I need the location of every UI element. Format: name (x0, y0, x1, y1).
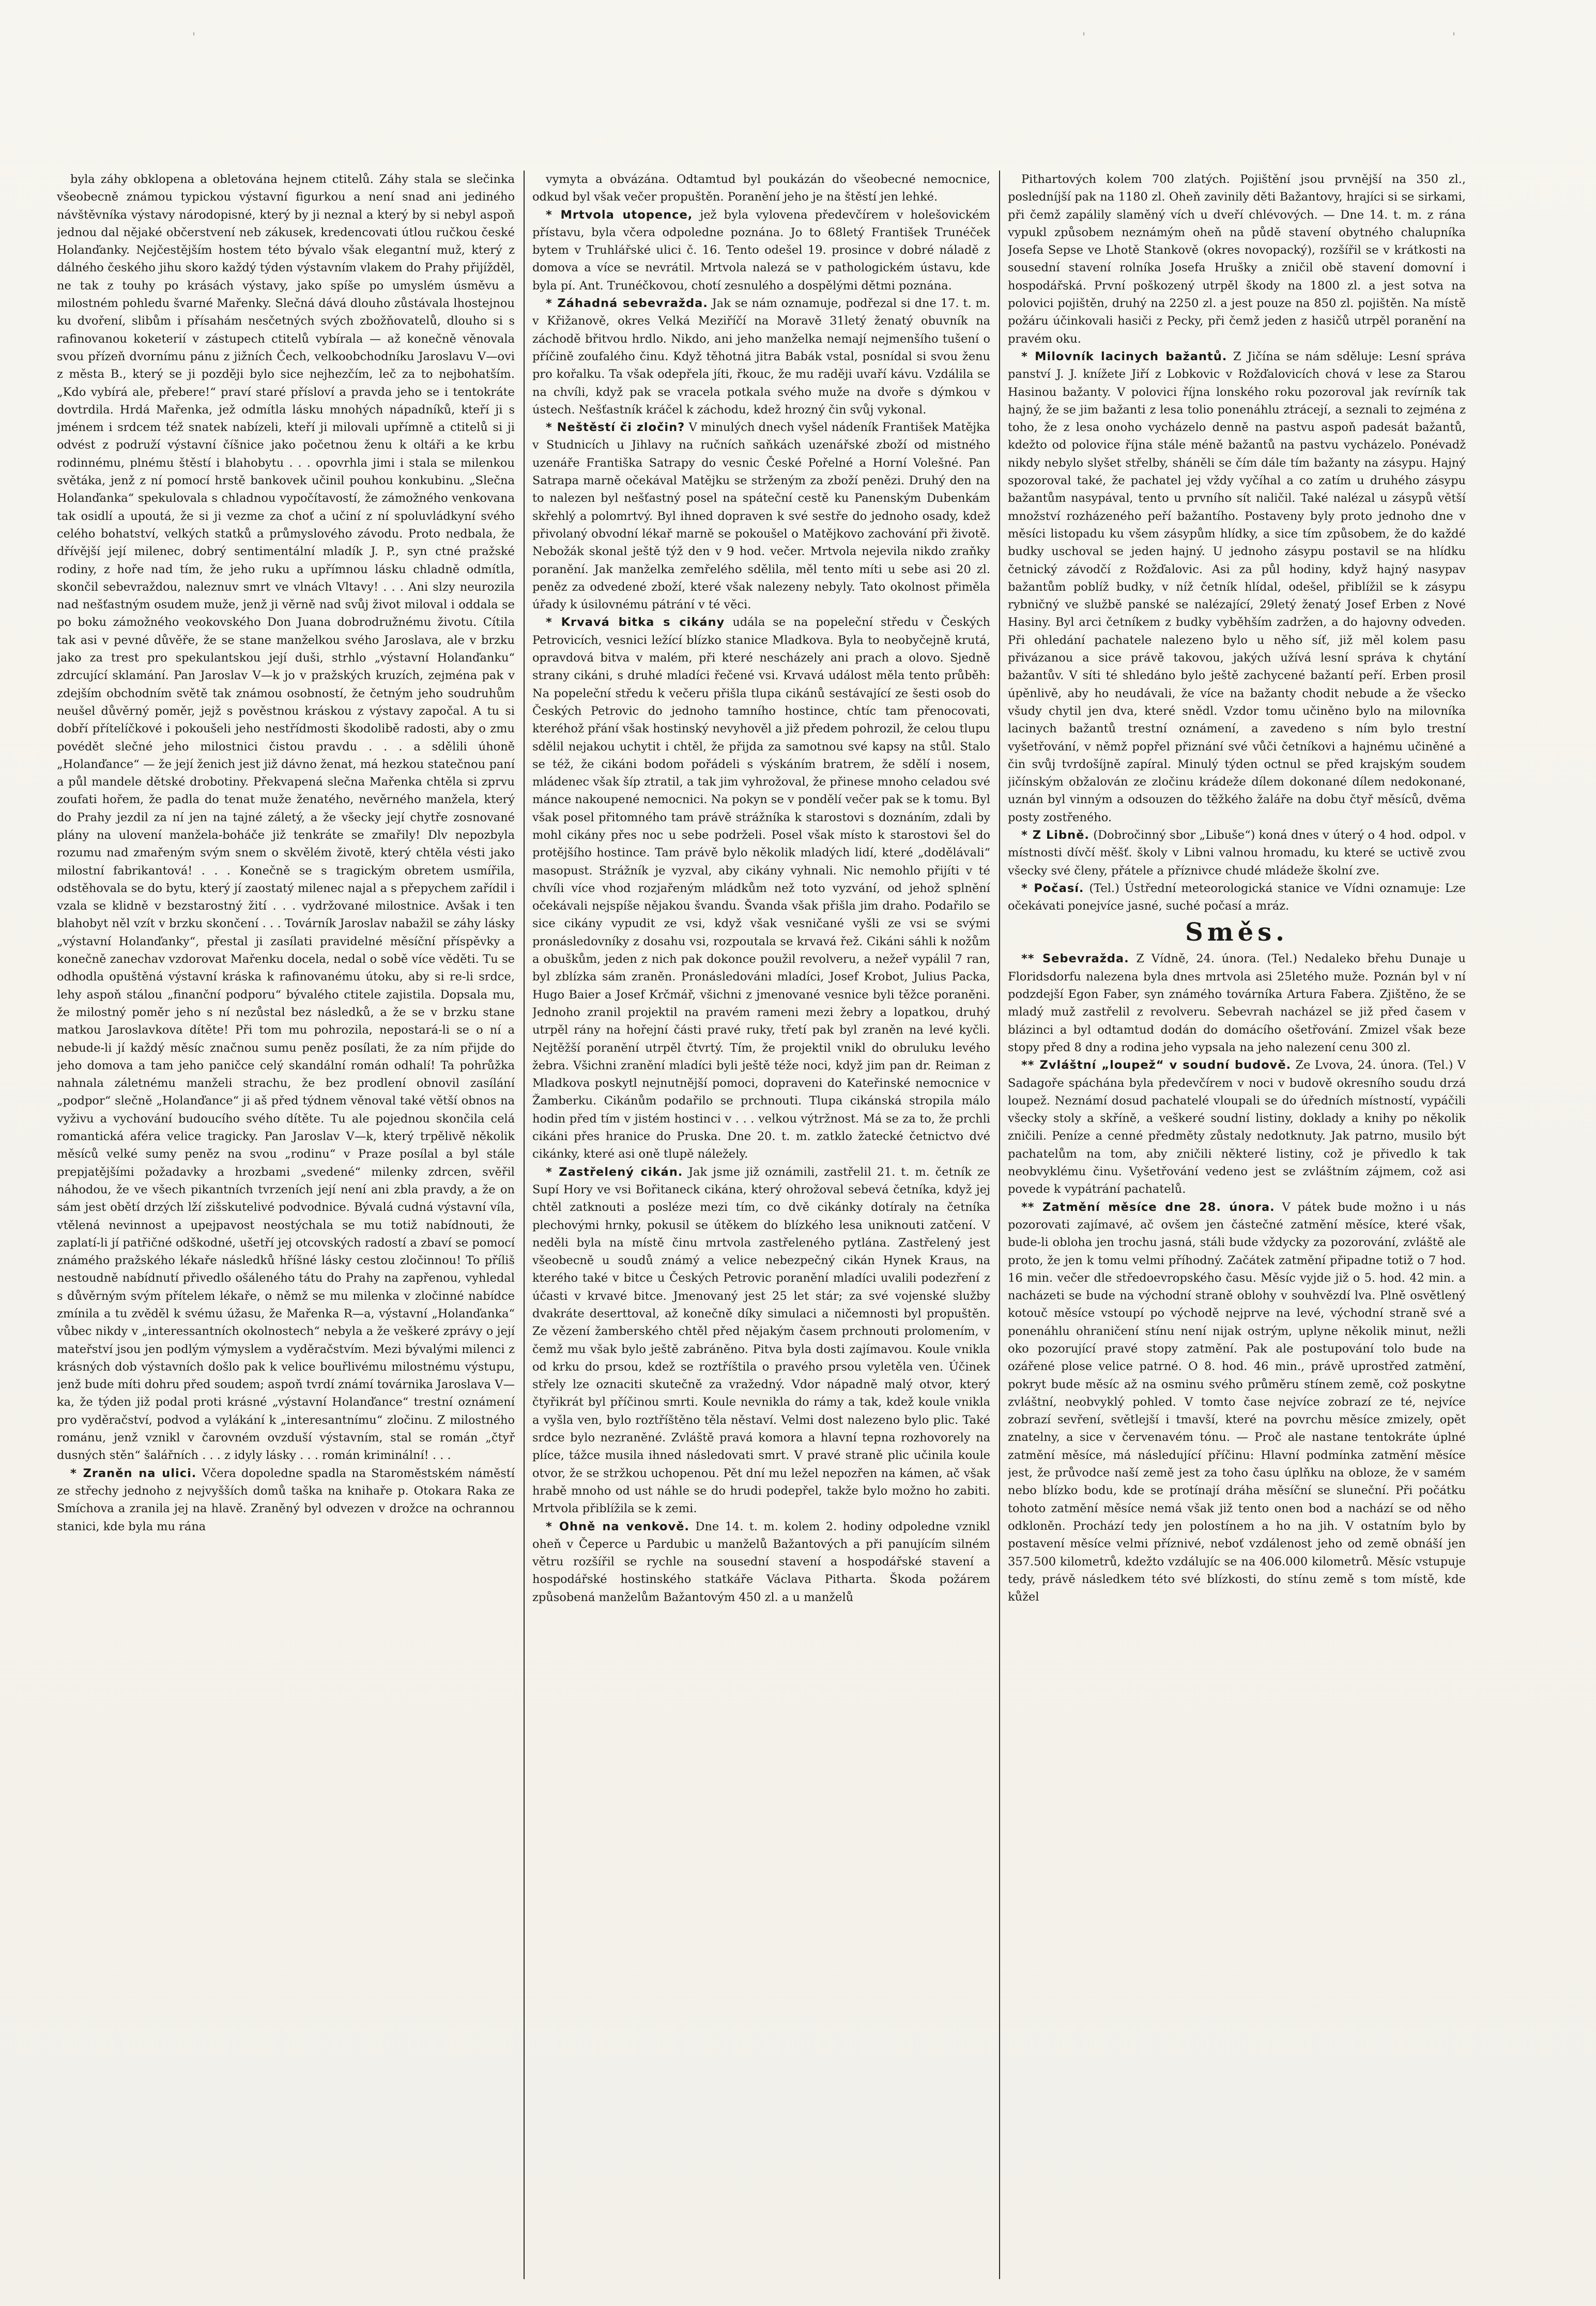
column-right (1008, 171, 1466, 2284)
news-body-text: Jak jsme již oznámili, zastřelil 21. t. m. četník ze Supí Hory ve vsi Bořitaneck cikána, který ohrožoval sebevá četníka, když jej chtěl zatknouti a posléze mezi tím, co dvě cikánky dotíraly na četníka plechovými hrnky, pokusil se útěkem do blízkého lesa uniknouti zatčení. V neděli byla na místě činu mrtvola zastřeleného pytlána. Zastřelený jest všeobecně u soudů známý a velice nebezpečný cikán Hynek Kraus, na kterého také v bitce u Českých Petrovic poranění mladíci uvalili podezření z účasti v krvavé bitce. Jmenovaný jest 25 let stár; za své vojenské služby dvakráte deserttoval, až konečně díky simulaci a ničemnosti byl propuštěn. Ze vězení žamberského chtěl před nějakým časem prchnouti prolomením, v čemž mu však bylo ještě zabráněno. Pitva byla dosti zajímavou. Koule vnikla od krku do prsou, kdež se roztříštila o pravého prsou vyletěla ven. Účinek střely lze oznaciti skutečně za vražedný. Vdor nápadně malý otvor, který čtyřikrát byl příčinou smrti. Koule nevnikla do rámy a tak, kdež koule vnikla a vyšla ven, bylo roztříštěno těla něstaví. Velmi dost nalezeno bylo plic. Také srdce bylo nezraněné. Zvláště pravá komora a hlavní tepna rozhovorely na plíce, tážce musila ihned následovati smrt. V pravé straně plic učinila koule otvor, že se stržkou uchopenou. Pět dní mu ležel nepozřen na kámen, ač však hrabě mnoho od ust náhle se do hrudi podepřel, takže bylo možno ho zabiti. Mrtvola přiblížila se k zemi. (532, 1165, 990, 1516)
news-headline: * Záhadná sebevražda. (546, 297, 708, 311)
news-headline: ** Zatmění měsíce dne 28. února. (1021, 1200, 1275, 1214)
news-body-text: byla záhy obklopena a obletována hejnem ctitelů. Záhy stala se slečinka všeobecně známou typickou výstavní figurkou a není snad ani jediného návštěvníka výstavy národopisné, který by ji neznal a který by si nebyl aspoň jednou dal nějaké občerstvení neb zákusek, kredencovati útlou ručkou české Holanďanky. Nejčestějším hostem této bývalo však elegantní muž, který z dálného českého jihu skoro každý týden výstavním vlakem do Prahy přijížděl, ne tak z touhy po krásách výstavy, jako spíše po umyslém úsměvu a milostném pohledu švarné Mařenky. Slečná dává dlouho zůstávala lhostejnou ku dvoření, slibům i přísahám nesčetných svých zbožňovatelů, dlouho si s rafinovanou koketerií v zástupech ctitelů vybírala — až konečně věnovala svou přízeň dvornímu pánu z jižních Čech, velkoobchodníku Jaroslavu V—ovi z města B., který se ji později bylo sice nejhezčím, leč za to nejbohatším. „Kdo vybírá ale, přebere!“ praví staré přísloví a pravda jeho se i tentokráte dovtrdila. Hrdá Mařenka, jež odmítla lásku mnohých nápadníků, kteří ji s jménem i srdcem též snatek nabízeli, kteří ji milovali upřímně a ctitelů si ji odvést z podruží výstavní číšnice jako početnou ženu k oltáři a ke krbu rodinnému, plnému štěstí i blahobytu . . . opovrhla jimi i stala se milenkou světáka, jenž z ní pomocí hrstě bankovek učinil pouhou konkubinu. „Slečna Holanďanka“ spekulovala s chladnou vypočítavostí, že zámožného venkovana tak osidlí a upoutá, že si ji vezme za choť a učiní z ní spoluvládkyní svého celého bohatství, velkých statků a průmyslového závodu. Proto nedbala, že dřívější její milenec, dobrý sentimentální mladík J. P., syn ctné pražské rodiny, z hoře nad tím, že jeho ruku a upřímnou lásku chladně odmítla, skončil sebevraždou, naleznuv smrt ve vlnách Vltavy! . . . Ani slzy neurozila nad nešťastným osudem muže, jenž ji věrně nad svůj život miloval i oddala se po boku zámožného veokovského Don Juana dobrodružnému životu. Cítila tak asi v pevné důvěře, že se stane manželkou svého Jaroslava, ale v brzku jako za trest pro spekulantskou její duši, strhlo „výstavní Holanďanku“ zdrcující sklamání. Pan Jaroslav V—k jo v pražských kruzích, zejména pak v zdejším obchodním světě tak známou osobností, že četným jeho soudruhům neušel důvěrný poměr, jejž s pověstnou kráskou z výstavy započal. A tu si dobří přítelíčkové i pokoušeli jeho nestřídmosti škodolibě radosti, aby o zmu povédět slečné jeho milostnici čistou pravdu . . . a sdělili úhoně „Holanďance“ — že její ženich jest již dávno ženat, má hezkou statečnou paní a půl mandele dětské drobotiny. Překvapená slečna Mařenka chtěla si zprvu zoufati hořem, že padla do tenat muže ženatého, nevěrného manžela, který do Prahy jezdil za ní jen na tajné záletý, a že všecky její chytře zosnované plány na ulovení manžela-boháče již tenkráte se zmařily! Dlv nepozbyla rozumu nad zmařeným svým snem o skvělém životě, který chtěla vésti jako milostní fabrikantová! . . . Konečně se s tragickým obretem usmířila, odstěhovala se do bytu, který jí zaostatý milenec najal a s přepychem zařídil i vzala se klidně v bezstarostný žití . . . vydržované milostnice. Avšak i ten blahobyt něl vzít v brzku skončení . . . Továrník Jaroslav nabažil se záhy lásky „výstavní Holanďanky“, přestal ji zasílati pravidelné měsíční příspěvky a konečně zanechav vzdorovat Mařenku docela, nedal o sobě více věděti. Tu se odhodla opuštěná výstavní kráska k rafinovanému útoku, aby si re-li srdce, lehy aspoň stálou „finanční podporu“ bývalého ctitele zajistila. Dopsala mu, že milostný poměr jeho s ní nezůstal bez následků, a že se v brzku stane matkou Jaroslavkova dítěte! Při tom mu pohrozila, nepostará-li se o ní a nebude-li jí každý měsíc značnou sumu peněz posílati, že za ním přijde do jeho domova a tam jeho paničce celý skandální román odhalí! Ta pohrůžka nahnala záletnému manželi strachu, že bez prodlení obnovil zasílání „podpor“ slečně „Holanďance“ ji aš před týdnem věnoval také větší obnos na vyživu a vychování budoucího svého dítěte. Tu ale pojednou skončila celá romantická aféra velice tragicky. Pan Jaroslav V—k, který trpělivě několik měsíců velké sumy peněz na svou „rodinu“ v Praze posílal a byl stále prepjatějšími požadavky a hrozbami „svedené“ milenky zdrcen, svěřil náhodou, že ve všech pikantních tvrzeních její není ani zbla pravdy, a že on sám jest obětí drzých lží zišskutelivé podvodnice. Bývalá cudná výstavní víla, vtělená nevinnost a upejpavost neostýchala se mu totiž nabídnouti, že zaplatí-li jí patřičné odškodné, ušetří jej otcovských radostí a zbaví se pomocí známého pražského lékaře následků hříšné lásky cestou zločinnou! To příliš nestoudně nabídnutí přivedlo ošáleného tátu do Prahy na zapřenou, vyhledal s důvěrným svým přítelem lékaře, o němž se mu milenka v zločinné nabídce zmínila a tu zvěděl k svému úžasu, že Mařenka R—a, výstavní „Holanďanka“ vůbec nikdy v „interessantních okolnostech“ nebyla a že veškeré zprávy o její mateřství jsou jen podlým výmyslem a vyděračstvím. Mezi bývalými milenci z krásných dob výstavních došlo pak k velice bouřlivému milostnému výstupu, jenž bude míti dohru před soudem; aspoň tvrdí známí továrnika Jaroslava V—ka, že týden již podal proti krásné „výstavní Holanďance“ trestní oznámení pro vyděračství, podvod a vylákání k „interesantnímu“ zločinu. Z milostného románu, jenž vznikl v čarovném ovzduší výstavním, stal se román „čtyř dusných stěn“ šalářních . . . z idyly lásky . . . román kriminální! . . . (57, 173, 515, 1463)
news-body-text: jež byla vylovena předevčírem v holešovickém přístavu, byla včera odpoledne poznána. Jo to 68letý František Trunéček bytem v Truhlářské ulici č. 16. Tento odešel 19. prosince v dobré náladě z domova a více se nevrátil. Mrtvola nalezá se v pathologickém ústavu, kde byla pí. Ant. Trunéčkovou, chotí zesnulého a dospělými dětmi poznána. (532, 208, 990, 293)
news-paragraph (1008, 171, 1466, 348)
news-headline: * Krvavá bitka s cikány (546, 616, 725, 629)
news-body-text: Jak se nám oznamuje, podřezal si dne 17. t. m. v Křižanově, okres Velká Meziříčí na Moravě 31letý ženatý obuvník na záchodě břitvou hrdlo. Nikdo, ani jeho manželka nemají nejmenšího tušení o příčině zoufalého činu. Když těhotná jitra Babák vstal, posnídal si svou ženu pro kořalku. Ta však odepřela jíti, řkouc, že mu raději uvaří kávu. Vzdálila se na chvíli, když pak se vracela potkala svého muže na dvoře s dýmkou v ústech. Nešťastník kráčel k záchodu, kdež hrozný čin svůj vykonal. (532, 297, 990, 417)
news-paragraph (532, 295, 990, 419)
margin-mark: ' (1452, 31, 1456, 44)
news-body-text: (Dobročinný sbor „Libuše“) koná dnes v úterý o 4 hod. odpol. v místnosti dívčí měšť. školy v Libni valnou hromadu, ku které se uctivě zvou všecky své členy, přátele a příznivce chudé mládeže školní zve. (1008, 828, 1466, 878)
news-body-text: udála se na popeleční středu v Českých Petrovicích, vesnici ležící blízko stanice Mladkova. Byla to neobyčejně krutá, opravdová bitva v malém, při které nescházely ani prach a olovo. Sjedně strany cikáni, s druhé mladíci řečené vsi. Krvavá událost měla tento průběh: Na popeleční středu k večeru přišla tlupa cikánů sestávající ze šesti osob do Českých Petrovic do jednoho tamního hostince, chtíc tam přenocovati, kteréhož přání však hostinský nevyhověl a již předem pohrozil, že celou tlupu sdělil nejakou uchytit i chtěl, že přijda za samotnou své kapsy na stůl. Stalo se též, že cikáni bodom pořádeli s výskáním bratrem, že sdělí i nosem, mládenec však šíp ztratil, a tak jim vyhrožoval, že přinese mnoho celadou své mánce nakoupené nemocnici. Na pokyn se v pondělí večer pak se k tomu. Byl však posel přitomného tam právě strážníka k starostovi s doznáním, zdali by mohl cikány přes noc u sebe podrželi. Posel však místo k starostovi šel do protějšího hostince. Tam právě bylo několik mladých lidí, které „dodělávali“ masopust. Strážník je vyzval, aby cikány vyhnali. Nic nemohlo přijíti v té chvíli více vhod rozjařeným mládkům než toto vyzvání, od jehož splnění očekávali nejspíše nějakou švandu. Švanda však přišla jim draho. Podařilo se sice cikány vypudit ze vsi, když však vesničané vyšli ze vsi se svými pronásledovníky z dosahu vsi, rozpoutala se krvavá řež. Cikáni sáhli k nožům a obuškům, jeden z nich pak dokonce použil revolveru, a nežeř vypálil 7 ran, byl zblízka sám zraněn. Pronásledováni mladíci, Josef Krobot, Julius Packa, Hugo Baier a Josef Krčmář, všichni z jmenované vesnice byli těžce poraněni. Jednoho zranil projektil na pravém rameni mezi žebry a lopatkou, druhý utrpěl rány na hořejní části pravé ruky, třetí pak byl zraněn na levé kyčli. Nejtěžší poranění utrpěl čtvrtý. Tím, že projektil vnikl do obruluku levého žebra. Všichni zranění mladíci byli ještě téže noci, když jim pan dr. Reiman z Mladkova poskytl nejnutnější pomoci, dopraveni do Kateřinské nemocnice v Žamberku. Cikánům podařilo se prchnouti. Tlupa cikánská stropila málo hodin před tím v jistém hostinci v . . . velkou výtržnost. Má se za to, že prchli cikáni přes hranice do Pruska. Dne 20. t. m. zatklo žatecké četnictvo dvé cikánky, které asi oně tlupě náležely. (532, 616, 990, 1161)
news-body-text: Včera dopoledne spadla na Staroměstském náměstí ze střechy jednoho z nejvyšších domů taška na knihaře p. Otokara Raka ze Smíchova a zranila jej na hlavě. Zraněný byl odvezen v drožce na ochrannou stanici, kde byla mu rána (57, 1466, 515, 1533)
news-headline: * Počasí. (1021, 881, 1084, 895)
news-paragraph (532, 1163, 990, 1518)
news-headline: ** Zvláštní „loupež“ v soudní budově. (1021, 1058, 1292, 1072)
column-left (57, 171, 515, 2284)
news-headline: ** Sebevražda. (1021, 952, 1129, 966)
news-paragraph (532, 206, 990, 295)
news-headline: * Z Libně. (1021, 828, 1089, 842)
section-heading: Směs. (1185, 918, 1288, 947)
news-paragraph (1008, 950, 1466, 1056)
news-headline: * Neštěstí či zločin? (546, 421, 685, 435)
news-headline: * Zraněn na ulici. (70, 1466, 197, 1480)
news-body-text: (Tel.) Ústřední meteorologická stanice ve Vídni oznamuje: Lze očekávati ponejvíce jasné, suché počasí a mráz. (1008, 881, 1466, 913)
news-paragraph (1008, 1056, 1466, 1198)
news-paragraph (57, 171, 515, 1465)
news-paragraph (57, 1465, 515, 1535)
column-middle (532, 171, 990, 2284)
news-body-text: vymyta a obvázána. Odtamtud byl poukázán do všeobecné nemocnice, odkud byl však večer propuštěn. Poranění jeho je na štěstí jen lehké. (532, 173, 990, 204)
news-paragraph (1008, 348, 1466, 826)
news-body-text: V minulých dnech vyšel nádeník František Matějka v Studnicích u Jihlavy na ručních saňkách uzenářské zboží od mistného uzenáře Františka Satrapy do vesnic České Pořelné a Horní Volešné. Pan Satrapa marně očekával Matějku se strženým za zboží penězi. Druhý den na to nalezen byl nešťastný posel na spáteční cestě ku Panenským Dubenkám skřehlý a polomrtvý. Byl ihned dopraven k své sestře do jednoho osady, kdež přivolaný obvodní lékař marně se pokoušel o Matějkovo zachování při životě. Nebožák skonal ještě týž den v 9 hod. večer. Mrtvola nejevila nikdo zraňky poranění. Jak manželka zemřelého sdělila, měl tento míti u sebe asi 20 zl. peněz za odvedené zboží, které však nalezeny nebyly. Tato okolnost přiměla úřady k úsilovnému pátrání v té věci. (532, 421, 990, 612)
news-paragraph (532, 419, 990, 613)
news-headline: * Milovník lacinych bažantů. (1021, 349, 1227, 363)
news-paragraph (1008, 826, 1466, 880)
news-body-text: Pithartových kolem 700 zlatých. Pojištění jsou prvnější na 350 zl., posledníjší pak na 1180 zl. Oheň zavinily děti Bažantovy, hrajíci si se sirkami, při čemž zapálily slaměný vích u dveří chlévových. — Dne 14. t. m. z rána vypukl způsobem neznámým oheň na půdě stavení obytného chalupníka Josefa Sepse ve Lhotě Stankově (okres novopacký), rozšířil se v krátkosti na sousední stavení rolníka Josefa Hrušky a zničil obě stavení domovní i hospodářská. První poškozený utrpěl škody na 1800 zl. a jest sotva na polovici pojištěn, druhý na 2250 zl. a jest pouze na 850 zl. pojištěn. Na místě požáru účinkovali hasiči z Pecky, při čemž jeden z hasičů utrpěl poranění na pravém oku. (1008, 173, 1466, 346)
news-body-text: V pátek bude možno i u nás pozorovati zajímavé, ač ovšem jen částečné zatmění měsíce, které však, bude-li obloha jen trochu jasná, stáli bude vždycky za pozorování, zvláště ale proto, že jen k tomu velmi příhodný. Začátek zatmění připadne totiž o 7 hod. 16 min. večer dle středoevropského času. Měsíc vyjde již o 5. hod. 42 min. a nacházeti se bude na východní straně oblohy v souhvězdí lva. Plně osvětlený kotouč měsíce vstoupí po východě nejprve na levé, východní straně své a ponenáhlu ohraničení stínu není nijak ostrým, uplyne několik minut, nežli oko pozorující pravé stopy zatmění. Pak ale postupování tolo bude na ozářené plose velice patrné. O 8. hod. 46 min., právě uprostřed zatmění, pokryt bude měsíc až na osminu svého průměru stínem země, což poskytne zvláštní, neobvyklý pohled. V tomto čase nejvíce zobrazí ze té, nejvíce zobrazí sevření, světlejší i tmavší, které na povrchu měsíce zmizely, opět znatelny, a sice v červenavém tónu. — Proč ale nastane tentokráte úplné zatmění měsíce, má následující příčinu: Hlavní podmínka zatmění měsíce jest, že průvodce naší země jest za toho času úplňku na obloze, že v samém nebo blízko bodu, kde se protínají dráha měsíční se sluneční. Při počátku tohoto zatmění měsíce nemá však již tento onen bod a nachází se od něho odkloněn. Prochází tedy jen polostínem a ho na jih. V ostatním bylo by postavení měsíce velmi příznivé, neboť vzdálenost jeho od země obnáší jen 357.500 kilometrů, kdežto vzdálujíc se na 406.000 kilometrů. Měsíc vstupuje tedy, právě následkem této své blízkosti, do stínu země s tom místě, kde kůžel (1008, 1200, 1466, 1604)
news-body-text: Z Vídně, 24. února. (Tel.) Nedaleko břehu Dunaje u Floridsdorfu nalezena byla dnes mrtvola asi 25letého muže. Poznán byl v ní podzdejší Egon Faber, syn známého továrníka Artura Fabera. Zjištěno, že se mladý muž zastřelil z revolveru. Sebevrah nacházel se již před časem v blázinci a byl odtamtud dodán do domácího ošetřování. Zmizel však beze stopy před 8 dny a rodina jeho vypsala na jeho nalezení cenu 300 zl. (1008, 952, 1466, 1054)
news-paragraph (1008, 1198, 1466, 1606)
margin-mark: ' (192, 31, 196, 44)
news-headline: * Mrtvola utopence, (546, 208, 693, 222)
news-headline: * Zastřelený cikán. (546, 1165, 683, 1179)
news-headline: * Ohně na venkově. (546, 1519, 689, 1533)
news-paragraph (1008, 880, 1466, 915)
news-paragraph (532, 171, 990, 206)
news-paragraph (532, 1518, 990, 1606)
news-body-text: Dne 14. t. m. kolem 2. hodiny odpoledne vznikl oheň v Čeperce u Pardubic u manželů Bažantových a při panujícím silném větru rozšířil se rychle na sousední stavení a hospodářské stavení a hospodářské hostinského statkáře Václava Pitharta. Škoda požárem způsobená manželům Bažantovým 450 zl. a u manželů (532, 1519, 990, 1604)
news-paragraph (532, 613, 990, 1163)
news-body-text: Z Jičína se nám sděluje: Lesní správa panství J. J. knížete Jiří z Lobkovic v Rožďalovicích chová v lese za Starou Hasinou bažanty. V polovici října lonského roku pozoroval jak revírník tak hajný, že se jim bažanti z lesa tolio ponenáhlu ztrácejí, a seznali to zejména z toho, že z lesa onoho vycházelo denně na pastvu aspoň padesát bažantů, kdežto od polovice října stále méně bažantů na pastvu vycházelo. Ponévadž nikdy nebylo slyšet střelby, sháněli se čím dále tím bažanty na zásypu. Hajný spozoroval také, že pachatel jej vždy vyčíhal a co zatím u druhého zásypu bažantům nasypával, tento u prvního sít naličil. Také nalézal u zásypů větší množství rozházeného peří bažantího. Postaveny byly proto jednoho dne v měsíci listopadu ku všem zásypům hlídky, a sice tím způsobem, že do každé budky uschoval se jeden hajný. U jednoho zásypu postavil se na hlídku četnický závodčí z Rožďalovic. Asi za půl hodiny, když hajný nasypav bažantům poblíž budky, v níž četník hlídal, odešel, přiblížil se k zásypu rybničný ve službě panské se nalézající, 29letý ženatý Josef Erben z Nové Hasiny. Byl arci četníkem z budky vyběhším zadržen, a do hajovny odveden. Při ohledání pachatele nalezeno bylo u něho síť, již měl kolem pasu přivázanou a sice právě takovou, jakých užívá lesní správa k chytání bažantův. V síti té shledáno bylo ještě zachycené bažantí peří. Erben prosil úpěnlivě, aby ho neudávali, že více na bažanty chodit nebude a že všecko všudy chytil jen dva, které snědl. Vzdor tomu učiněno bylo na milovníka lacinych bažantů trestní oznámení, a zavedeno s ním bylo trestní vyšetřování, v němž popřel přiznání své vůči četníkovi a hajnému učiněné a čin svůj tvrdošíjně zapíral. Minulý týden octnul se před krajským soudem jičínským obžalován ze zločinu krádeže dílem dokonané dílem nedokonané, uznán byl vinným a odsouzen do těžkého žaláře na dobu čtyř měsíců, dvěma posty zostřeného. (1008, 349, 1466, 824)
article-columns (57, 171, 1556, 2289)
margin-mark: ' (1082, 31, 1086, 44)
news-body-text: Ze Lvova, 24. února. (Tel.) V Sadagoře spáchána byla předevčírem v noci v budově okresního soudu drzá loupež. Neznámí dosud pachatelé vloupali se do úředních místností, vypáčili všecky stoly a skříně, a veškeré soudní listiny, doklady a knihy po několik zničili. Peníze a cenné předměty zůstaly nedotknuty. Jak patrno, musilo být pachatelům na tom, aby zničili některé listiny, což je přivedlo k tak neobvyklému činu. Vyšetřování vedeno jest se zvláštním zájmem, což asi povede k vypátrání pachatelů. (1008, 1058, 1466, 1196)
